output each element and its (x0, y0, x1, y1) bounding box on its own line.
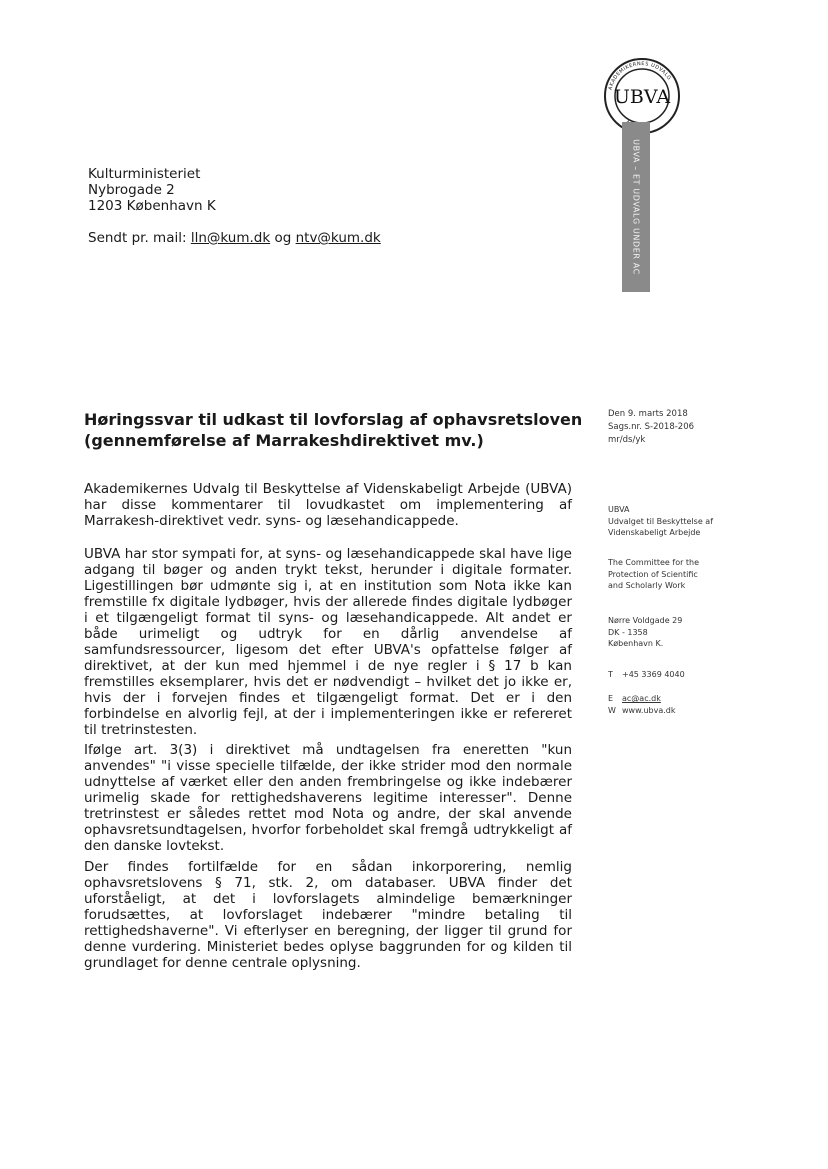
meta-case-number: Sags.nr. S-2018-206 (608, 422, 695, 432)
phone-label: T (608, 670, 613, 679)
body-paragraph-3: Ifølge art. 3(3) i direktivet må undtagelsen fra eneretten "kun anvendes" "i visse specielle tilfælde, der ikke strider mod den normale udnyttelse af værket eller den anden frembringelse og ikke indebærer urimelig skade for rettighedshaverens legitime interesser". Denne tretrinstest er således rettet mod Nota og andre, der skal anvende ophavsretsundtagelsen, hvorfor forbeholdet skal fremgå udtrykkeligt af den danske lovtekst. (84, 742, 572, 854)
org-danish-name-2: Videnskabeligt Arbejde (608, 528, 701, 537)
sent-conjunction: og (270, 230, 296, 246)
sidebar-phone (608, 669, 685, 681)
sidebar-org-da (608, 504, 713, 539)
org-address-3: København K. (608, 639, 664, 648)
web-label: W (608, 705, 616, 715)
org-english-name-3: and Scholarly Work (608, 581, 686, 590)
org-short-name: UBVA (608, 505, 630, 514)
email-link-lln[interactable]: lln@kum.dk (190, 230, 271, 246)
org-address-1: Nørre Voldgade 29 (608, 616, 683, 625)
org-address-2: DK - 1358 (608, 627, 648, 637)
email-link-ntv[interactable]: ntv@kum.dk (295, 230, 381, 246)
document-title: Høringssvar til udkast til lovforslag af ophavsretsloven (gennemførelse af Marrakeshdirektivet mv.) (84, 410, 583, 450)
sent-prefix: Sendt pr. mail: (88, 230, 191, 246)
sidebar-org-en (608, 557, 699, 592)
org-english-name-2: Protection of Scientific (608, 569, 698, 579)
sidebar-contact (608, 693, 675, 716)
body-paragraph-2: UBVA har stor sympati for, at syns- og læsehandicappede skal have lige adgang til bøger og anden trykt tekst, herunder i digitale formater. Ligestillingen bør udmønte sig i, at en institution som Nota ikke kan fremstille fx digitale lydbøger, hvis der allerede findes digitale lydbøger i et tilgængeligt format til syns- og læsehandicappede. Alt andet er både urimeligt og udtryk for en dårlig anvendelse af samfundsressourcer, ligesom det efter UBVA's opfattelse følger af direktivet, at der kun med hjemmel i de nye regler i § 17 b kan fremstilles eksemplarer, hvis det er nødvendigt – hvilket det jo ikke er, hvis der i forvejen findes et tilgængeligt format. Det er i den forbindelse en alvorlig fejl, at der i implementeringen ikke er refereret til tretrinstesten. (84, 546, 572, 738)
recipient-address (88, 166, 216, 214)
email-label: E (608, 694, 614, 703)
sidebar-address (608, 615, 682, 650)
meta-reference: mr/ds/yk (608, 435, 646, 445)
recipient-street: Nybrogade 2 (88, 182, 175, 198)
org-english-name-1: The Committee for the (608, 558, 700, 567)
vertical-strip (622, 122, 650, 292)
strip-text: UBVA – ET UDVALG UNDER AC (631, 139, 641, 275)
logo-text: UBVA (613, 86, 671, 108)
meta-date: Den 9. marts 2018 (608, 409, 688, 419)
org-website[interactable]: www.ubva.dk (622, 705, 676, 715)
recipient-city: 1203 København K (88, 198, 216, 214)
org-danish-name-1: Udvalget til Beskyttelse af (608, 516, 714, 526)
phone-number: +45 3369 4040 (622, 670, 685, 679)
recipient-name: Kulturministeriet (88, 166, 201, 182)
sent-by-mail-line (88, 230, 381, 246)
logo-ring-top: AKADEMIKERNES UDVALG (607, 60, 673, 91)
body-paragraph-4: Der findes fortilfælde for en sådan inkorporering, nemlig ophavsretslovens § 71, stk. 2, om databaser. UBVA finder det uforståeligt, at det i lovforslagets almindelige bemærkninger forudsættes, at lovforslaget indebærer "mindre betaling til rettighedshaverne". Vi efterlyser en beregning, der ligger til grund for denne vurdering. Ministeriet bedes oplyse baggrunden for og kilden til grundlaget for denne centrale oplysning. (84, 859, 572, 971)
document-meta (608, 408, 694, 447)
org-email-link[interactable]: ac@ac.dk (622, 694, 661, 703)
body-paragraph-1: Akademikernes Udvalg til Beskyttelse af Videnskabeligt Arbejde (UBVA) har disse kommentarer til lovudkastet om implementering af Marrakesh-direktivet vedr. syns- og læsehandicappede. (84, 481, 572, 529)
